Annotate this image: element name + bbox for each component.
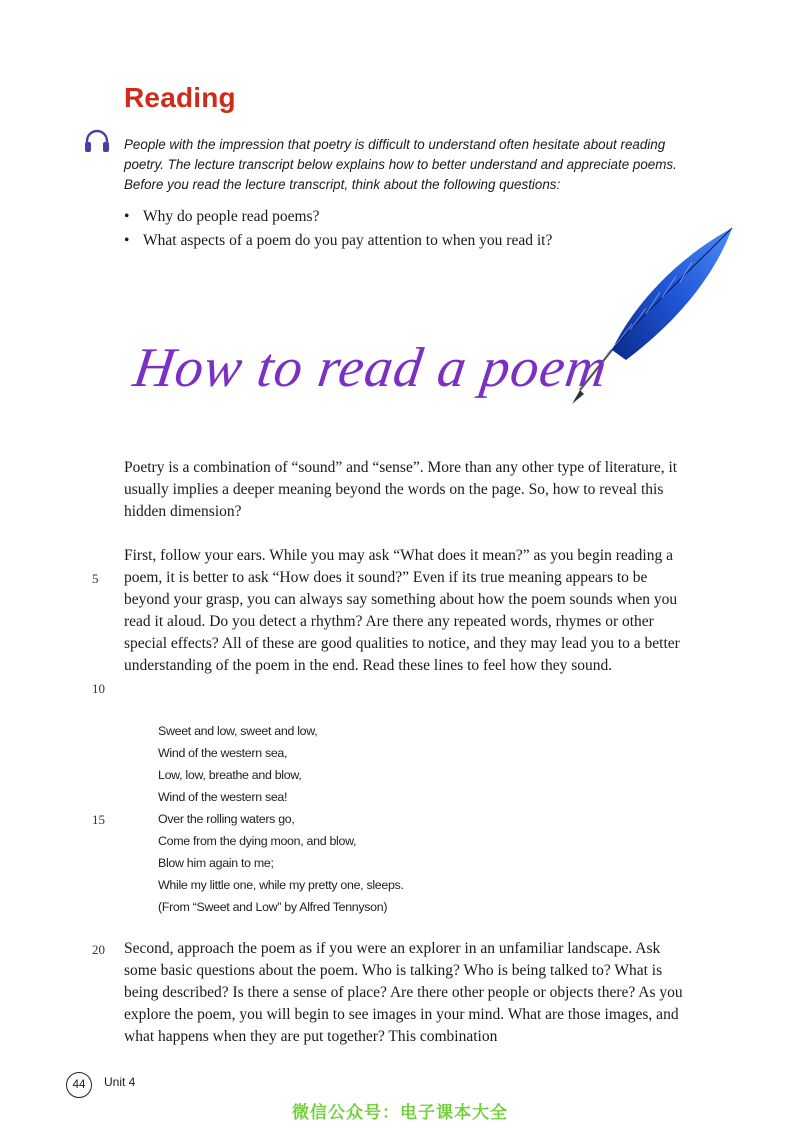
bullet: • (124, 232, 130, 249)
question-text: Why do people read poems? (143, 208, 320, 225)
poem-line: Wind of the western sea, (158, 746, 288, 760)
poem-line: Wind of the western sea! (158, 790, 288, 804)
poem-line: Over the rolling waters go, (158, 812, 295, 826)
poem-line: While my little one, while my pretty one, sleeps. (158, 878, 404, 892)
intro-instructions: People with the impression that poetry is difficult to understand often hesitate about reading poetry. The lecture transcript below explains how to better understand and appreciate poems. Before you read the lecture transcript, think about the following questions: (124, 137, 677, 192)
line-number: 20 (92, 942, 105, 957)
paragraph-2: First, follow your ears. While you may ask “What does it mean?” as you begin reading a poem, it is better to ask “How does it sound?” Even if its true meaning appears to be beyond your grasp, you can always say something about how the poem sounds when you read it aloud. Do you detect a rhythm? Are there any repeated words, rhymes or other special effects? All of these are good qualities to notice, and they may lead you to a better understanding of the poem in the end. Read these lines to feel how they sound. (124, 547, 680, 674)
bullet: • (124, 208, 130, 225)
poem-line: Low, low, breathe and blow, (158, 768, 302, 782)
poem-line: Blow him again to me; (158, 856, 274, 870)
line-number: 10 (92, 681, 105, 696)
poem-citation: (From “Sweet and Low” by Alfred Tennyson) (158, 900, 388, 914)
poem-line: Sweet and low, sweet and low, (158, 724, 318, 738)
unit-label: Unit 4 (104, 1075, 136, 1089)
headphones-icon[interactable] (84, 129, 110, 153)
paragraph-3: Second, approach the poem as if you were an explorer in an unfamiliar landscape. Ask some basic questions about the poem. Who is talking? Who is being talked to? What is being described? Is there a sense of place? Are there other people or objects there? As you explore the poem, you will begin to see images in your mind. What are those images, and what happens when they are put together? This combination (124, 940, 683, 1045)
page-number: 44 (66, 1072, 92, 1098)
poem-excerpt (158, 720, 404, 918)
line-number: 15 (92, 812, 105, 827)
line-number: 5 (92, 571, 99, 586)
section-title: Reading (124, 82, 236, 113)
article-title: How to read a poem (129, 337, 612, 399)
poem-line: Come from the dying moon, and blow, (158, 834, 357, 848)
watermark: 微信公众号：电子课本大全 (292, 1103, 508, 1123)
paragraph-1: Poetry is a combination of “sound” and “sense”. More than any other type of literature, it usually implies a deeper meaning beyond the words on the page. So, how to reveal this hidden dimension? (124, 459, 678, 520)
question-text: What aspects of a poem do you pay attention to when you read it? (143, 232, 553, 249)
